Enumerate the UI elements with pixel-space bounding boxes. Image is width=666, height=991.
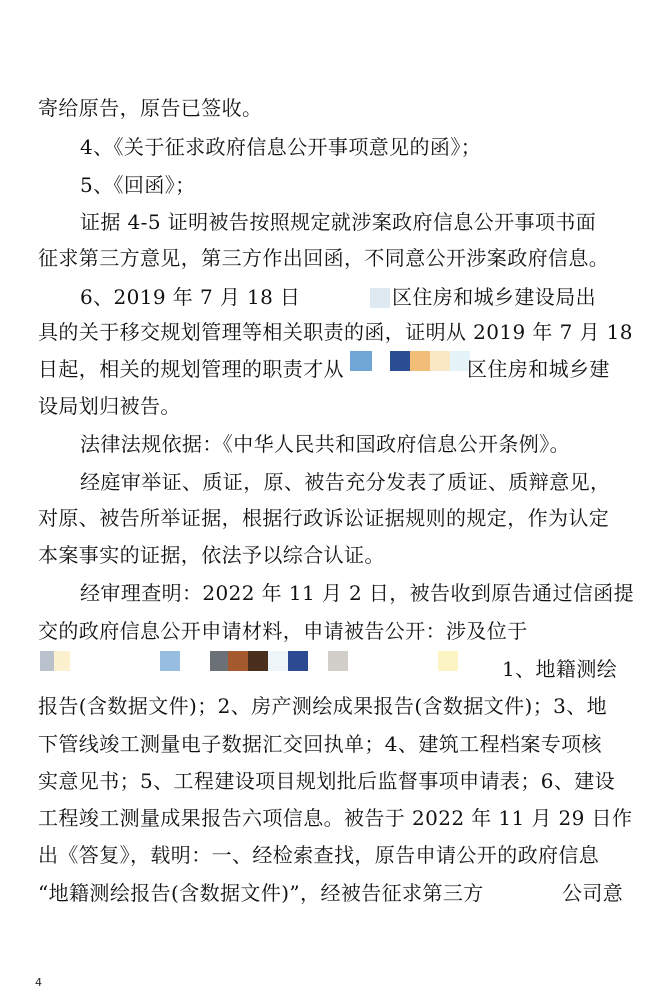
line-text: 征求第三方意见，第三方作出回函，不同意公开涉案政府信息。: [38, 246, 610, 270]
text-line-20: [38, 806, 632, 830]
redaction-swatch: [288, 651, 308, 671]
redaction-swatch: [410, 351, 430, 371]
line-text: 日起，相关的规划管理的职责才从: [38, 357, 344, 381]
line-text: 工程竣工测量成果报告六项信息。被告于 2022 年 11 月 29 日作: [38, 806, 633, 830]
line-text: 寄给原告，原告已签收。: [38, 96, 263, 120]
redaction-block: [350, 350, 470, 371]
text-line-17: [38, 694, 607, 718]
redaction-swatch: [348, 651, 438, 671]
text-line-21: [38, 843, 599, 867]
text-line-6b: [392, 285, 596, 309]
redaction-swatch: [268, 651, 288, 671]
text-line-9: [38, 394, 181, 418]
line-text: 法律法规依据：《中华人民共和国政府信息公开条例》。: [80, 432, 570, 456]
line-text: 经审理查明：2022 年 11 月 2 日，被告收到原告通过信函提: [80, 581, 635, 605]
redaction-swatch: [54, 651, 70, 671]
redaction-swatch: [228, 651, 248, 671]
text-line-19: [38, 769, 615, 793]
line-text: 区住房和城乡建设局出: [392, 285, 596, 309]
line-text: 实意见书；5、工程建设项目规划批后监督事项申请表；6、建设: [38, 769, 616, 793]
line-text: 4、《关于征求政府信息公开事项意见的函》；: [80, 135, 482, 159]
line-text: 证据 4-5 证明被告按照规定就涉案政府信息公开事项书面: [80, 210, 597, 234]
line-text: 1、地籍测绘: [502, 657, 618, 681]
redaction-block: [40, 650, 458, 671]
text-line-22: [38, 881, 484, 905]
line-text: 本案事实的证据，依法予以综合认证。: [38, 543, 385, 567]
text-line-18: [38, 732, 602, 756]
text-line-13: [38, 543, 385, 567]
redaction-swatch: [160, 651, 180, 671]
line-text: 交的政府信息公开申请材料，申请被告公开：涉及位于: [38, 619, 528, 643]
line-text: 6、2019 年 7 月 18 日: [80, 285, 301, 309]
line-text: 下管线竣工测量电子数据汇交回执单；4、建筑工程档案专项核: [38, 732, 602, 756]
page-number: 4: [35, 976, 42, 989]
text-line-14: [80, 581, 634, 605]
line-text: 具的关于移交规划管理等相关职责的函，证明从 2019 年 7 月 18: [38, 320, 633, 344]
redaction-swatch: [372, 351, 390, 371]
text-line-8b: [467, 357, 610, 381]
text-line-7: [38, 320, 633, 344]
line-text: 对原、被告所举证据，根据行政诉讼证据规则的规定，作为认定: [38, 506, 610, 530]
text-line-2: [80, 135, 481, 159]
redaction-swatch: [370, 288, 390, 308]
text-line-11: [80, 470, 610, 494]
text-line-6: [80, 285, 300, 309]
line-text: 区住房和城乡建: [467, 357, 610, 381]
redaction-swatch: [308, 651, 328, 671]
text-line-22b: [562, 881, 623, 905]
redaction-swatch: [180, 651, 210, 671]
redaction-block: [370, 287, 390, 308]
redaction-swatch: [70, 651, 160, 671]
line-text: 5、《回函》；: [80, 173, 196, 197]
redaction-swatch: [210, 651, 228, 671]
redaction-swatch: [390, 351, 410, 371]
line-text: 设局划归被告。: [38, 394, 181, 418]
redaction-swatch: [438, 651, 458, 671]
text-line-12: [38, 506, 609, 530]
text-line-1: [38, 96, 262, 120]
line-text: 报告(含数据文件)；2、房产测绘成果报告(含数据文件)；3、地: [38, 694, 608, 718]
text-line-10: [80, 432, 570, 456]
text-line-8: [38, 357, 344, 381]
redaction-swatch: [40, 651, 54, 671]
text-line-3: [80, 173, 196, 197]
redaction-swatch: [350, 351, 372, 371]
text-line-5: [38, 246, 609, 270]
line-text: 公司意: [562, 881, 624, 905]
text-line-4: [80, 210, 596, 234]
redaction-swatch: [430, 351, 450, 371]
line-text: 出《答复》，载明：一、经检索查找，原告申请公开的政府信息: [38, 843, 600, 867]
line-text: “地籍测绘报告(含数据文件)”，经被告征求第三方: [38, 881, 484, 905]
text-line-16: [502, 657, 617, 681]
redaction-swatch: [248, 651, 268, 671]
redaction-swatch: [328, 651, 348, 671]
text-line-15: [38, 619, 528, 643]
line-text: 经庭审举证、质证，原、被告充分发表了质证、质辩意见，: [80, 470, 611, 494]
